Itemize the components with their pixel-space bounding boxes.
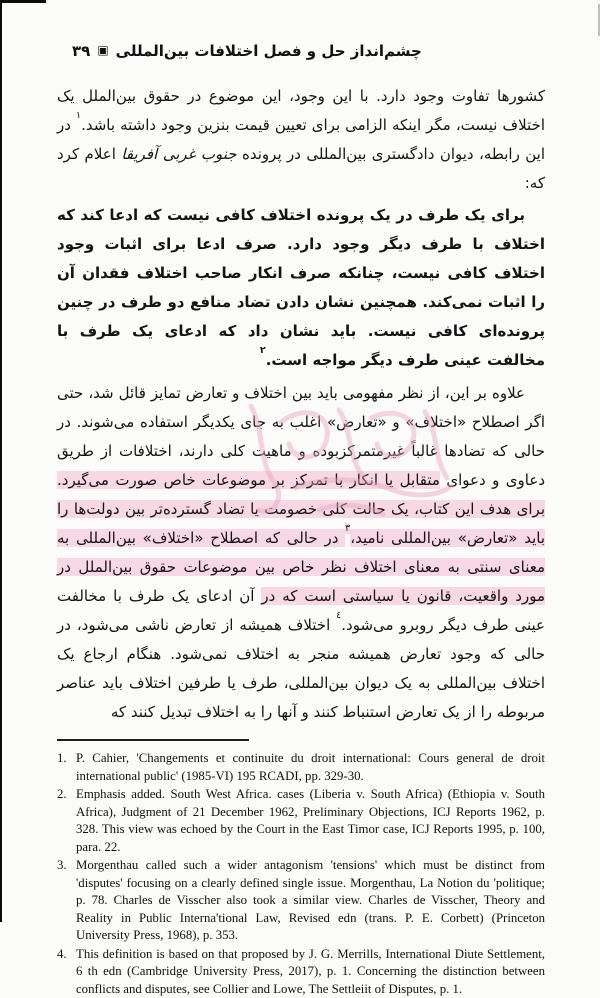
page-content	[57, 0, 545, 998]
footnote-marker-4: ٤	[336, 610, 341, 621]
header-square-icon: ▣	[97, 43, 108, 57]
highlight-span-2: در حالی که اصطلاح «اختلاف» بین‌المللی به معنای سنتی به معنای اختلاف نظر خاص بین موضوعات حقوق بین‌الملل در مورد واقعیت، قانون یا سیاستی است که در	[57, 529, 545, 605]
footnote-4	[57, 946, 545, 998]
footnote-number: 4.	[57, 946, 76, 998]
footnote-list	[57, 750, 545, 998]
running-head	[57, 42, 545, 60]
footnote-text: P. Cahier, 'Changements et continuite du droit international: Cours general de droit international public' (1985-VI) 195 RCADI, pp. 329-30.	[76, 750, 545, 785]
footnote-1	[57, 750, 545, 785]
paragraph-1-text: در این رابطه، دیوان دادگستری بین‌المللی در پرونده	[57, 116, 545, 163]
paragraph-1-text: کشورها تفاوت وجود دارد. با این وجود، این موضوع در حقوق بین‌الملل یک اختلاف نیست، مگر اینکه الزامی برای تعیین قیمت بنزین وجود داشته باشد.	[57, 87, 545, 134]
body-text	[57, 82, 545, 727]
scan-border-top	[0, 0, 46, 3]
footnote-text: Morgenthau called such a wider antagonism 'tensions' which must be distinct from 'disputes' focusing on a clearly defined single issue. Morgenthau, La Notion du 'politique; p. 78. Charles de Visscher also took a similar view. Charles de Visscher, Theory and Reality in Public Interna'tional Law, Revised edn (trans. P. E. Corbett) (Princeton University Press, 1968), p. 353.	[76, 857, 545, 945]
footnote-marker-3: ٣	[345, 523, 350, 534]
paragraph-1	[57, 82, 545, 198]
footnote-number: 1.	[57, 750, 76, 785]
scan-border-left	[0, 0, 2, 922]
page-title: چشم‌انداز حل و فصل اختلافات بین‌المللی	[116, 42, 422, 60]
paragraph-3-text: اختلاف همیشه از تعارض ناشی می‌شود، در حالی که وجود تعارض همیشه منجر به اختلاف نمی‌شود. هنگام ارجاع یک اختلاف بین‌المللی به یک دیوان بین‌المللی، طرف یا طرفین اختلاف باید عناصر مربوطه را از یک تعارض استنباط کنند و آنها را به اختلاف تبدیل کنند که	[57, 616, 545, 721]
footnote-2	[57, 786, 545, 856]
footnote-separator	[57, 739, 249, 741]
page-number: ۳۹	[72, 42, 90, 60]
highlight-span-1: متقابل یا انکار با تمرکز بر موضوعات خاص صورت می‌گیرد. برای هدف این کتاب، یک حالت کلی خصومت یا تضاد گسترده‌تر بین دولت‌ها را باید «تعارض» بین‌المللی نامید،	[57, 471, 545, 547]
block-quote-text: برای یک طرف در یک پرونده اختلاف کافی نیست که ادعا کند که اختلاف با طرف دیگر وجود دارد. صرف ادعا برای اثبات وجود اختلاف کافی نیست، چنانکه صرف انکار صاحب اختلاف فقدان آن را اثبات نمی‌کند. همچنین نشان دادن تضاد منافع دو طرف در چنین پرونده‌ای کافی نیست. باید نشان داد که ادعای یک طرف با مخالفت عینی طرف دیگر مواجه است.	[57, 206, 545, 369]
paragraph-3-text: آن ادعای یک طرف با مخالفت عینی طرف دیگر روبرو می‌شود.	[57, 587, 545, 634]
case-name-italic: جنوب غربی آفریقا	[121, 145, 236, 163]
footnote-3	[57, 857, 545, 945]
footnote-marker-1: ١	[76, 110, 81, 121]
paragraph-3-text: علاوه بر این، از نظر مفهومی باید بین اختلاف و تعارض تمایز قائل شد، حتی اگر اصطلاح «اختلاف» و «تعارض» اغلب به جای یکدیگر استفاده می‌شوند. در حالی که تضادها غالباً غیرمتمرکزبوده و ماهیت کلی دارند، اختلافات از طریق دعاوی و دعوای	[57, 384, 545, 489]
footnote-text: This definition is based on that proposed by J. G. Merrills, International Diute Settlement, 6 th edn (Cambridge University Press, 2017), p. 1. Concerning the distinction between conflicts and disputes, see Collier and Lowe, The Settleiit of Disputes, p. 1.	[76, 946, 545, 998]
footnote-text: Emphasis added. South West Africa. cases (Liberia v. South Africa) (Ethiopia v. South Africa), Judgment of 21 December 1962, Preliminary Objections, ICJ Reports 1962, p. 328. This view was echoed by the Court in the East Timor case, ICJ Reports 1995, p. 100, para. 22.	[76, 786, 545, 856]
footnote-number: 2.	[57, 786, 76, 856]
footnote-marker-2: ٢	[260, 345, 266, 356]
paragraph-1-text: اعلام کرد که:	[57, 145, 545, 192]
block-quote	[57, 201, 545, 375]
paragraph-3	[57, 379, 545, 727]
footnote-number: 3.	[57, 857, 76, 945]
